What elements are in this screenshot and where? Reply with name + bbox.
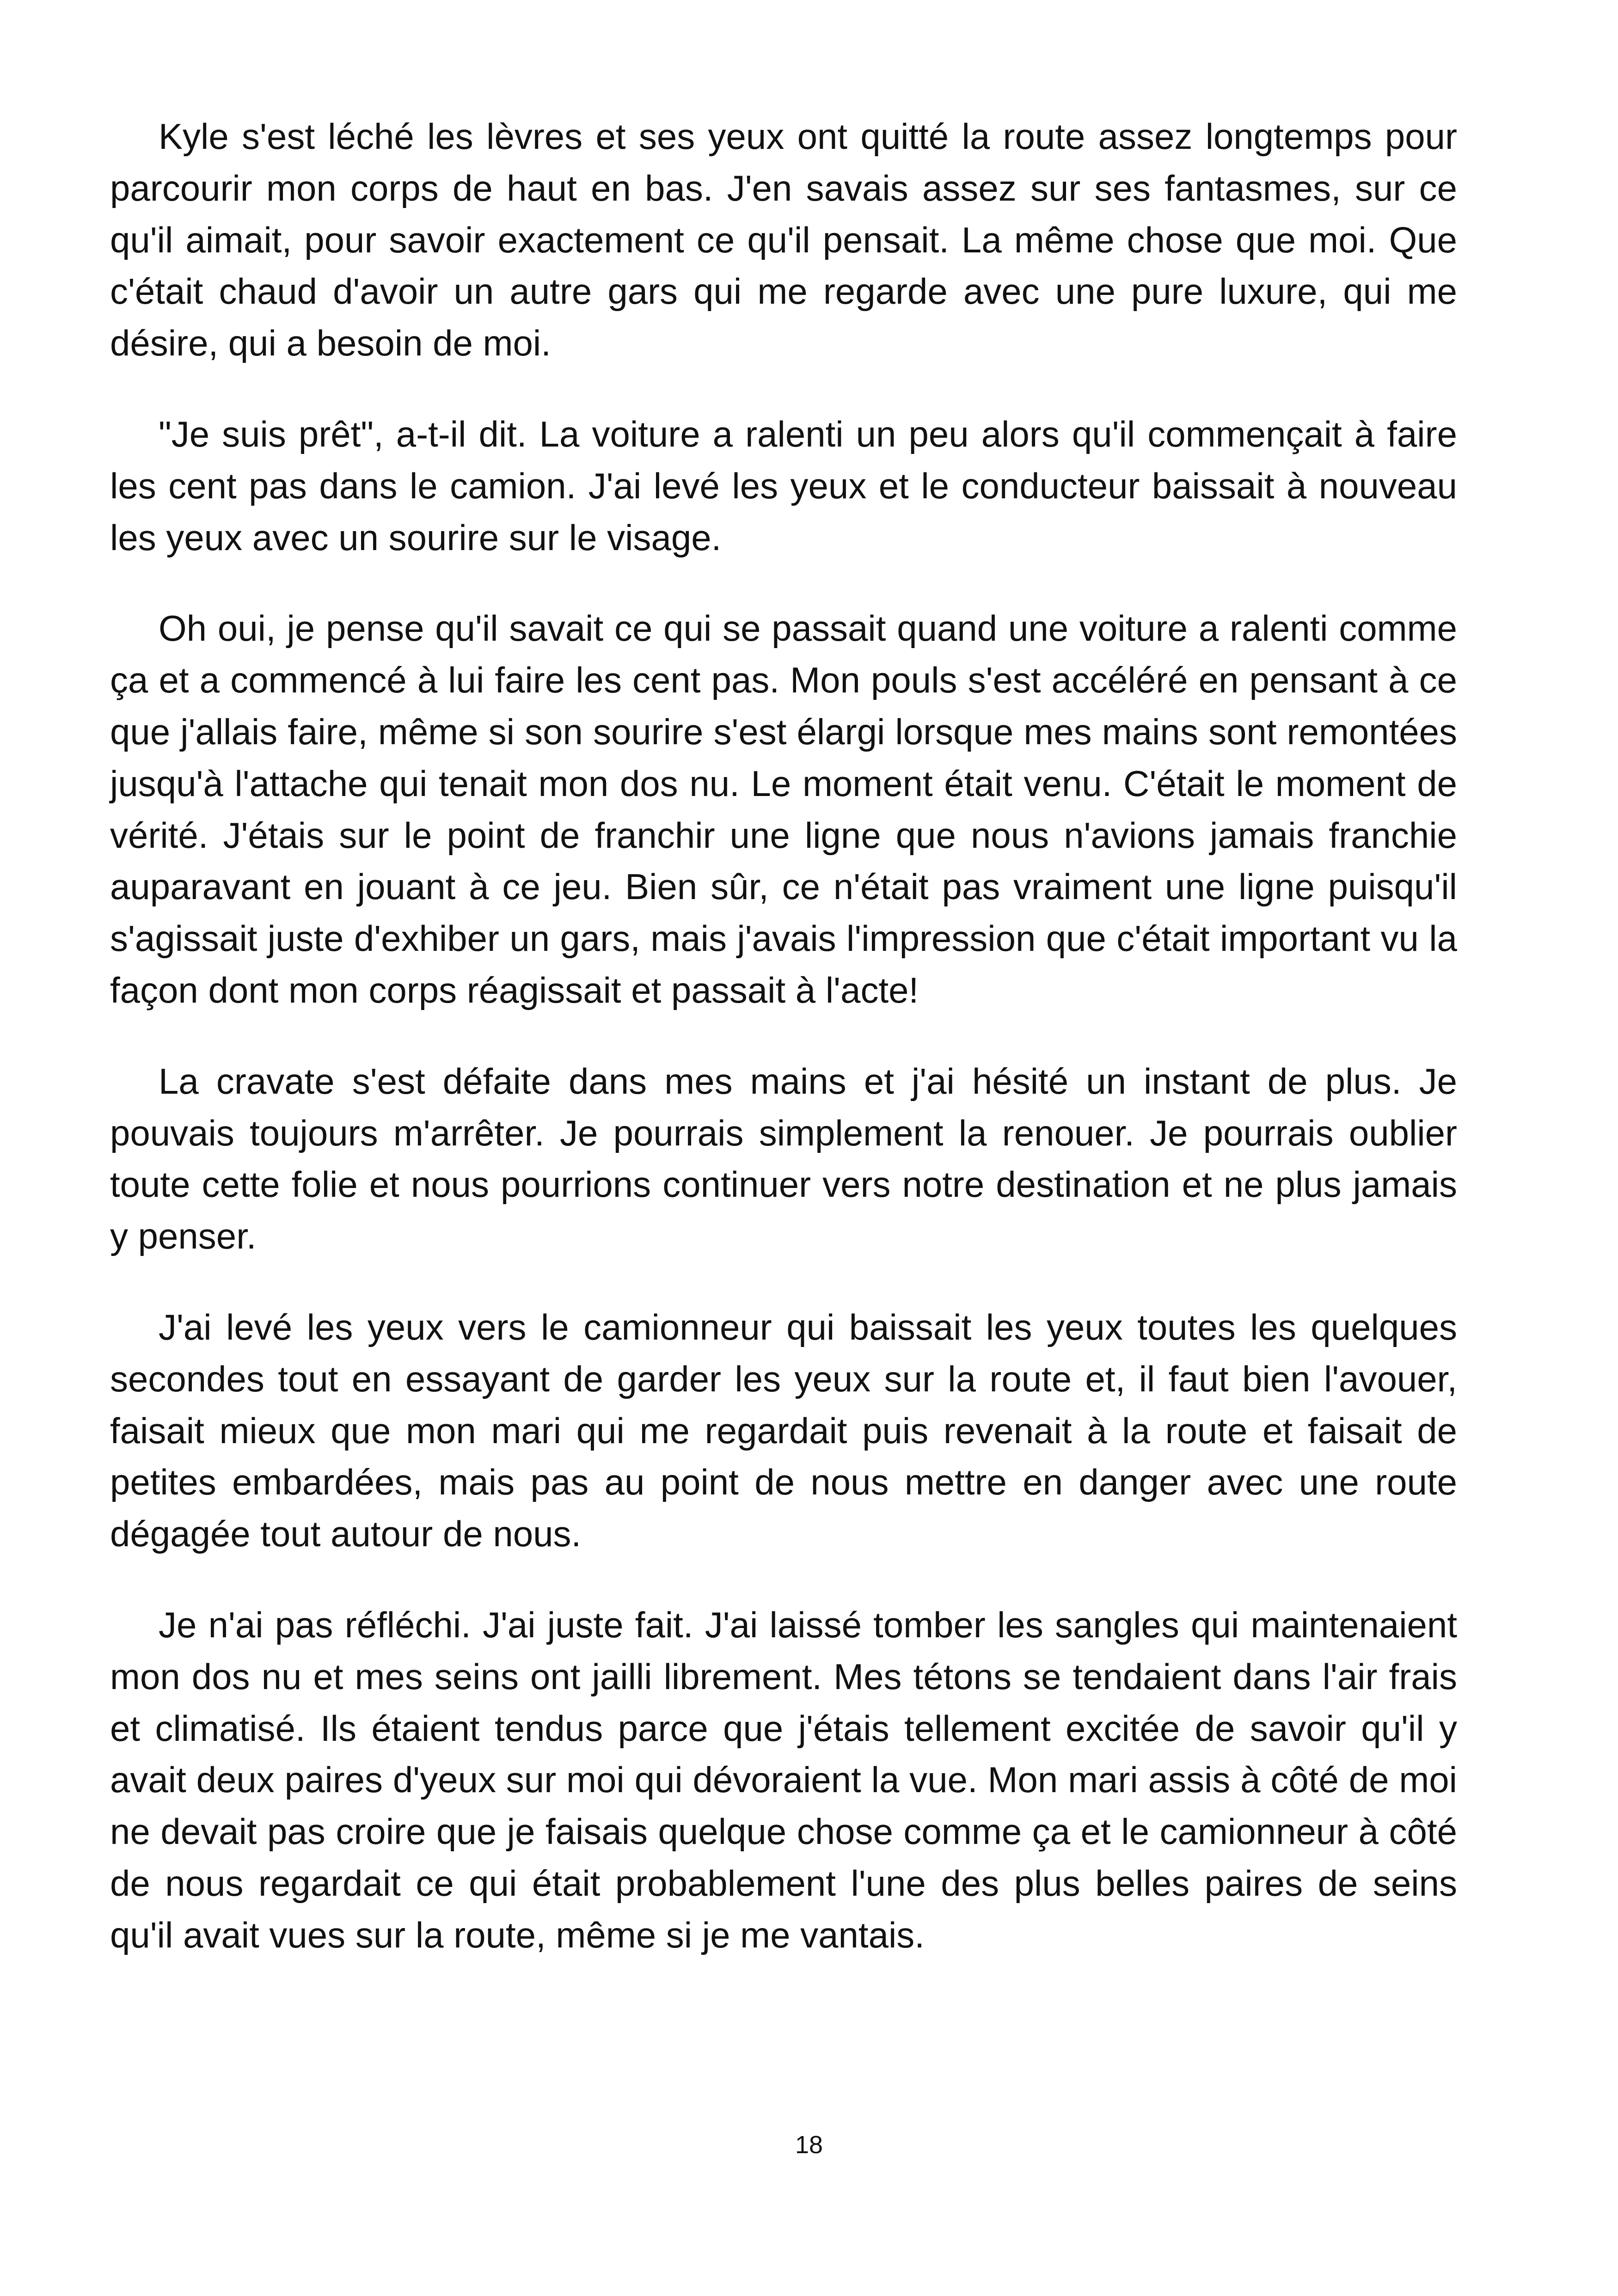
paragraph-2: "Je suis prêt", a-t-il dit. La voiture a ralenti un peu alors qu'il commençait à faire les cent pas dans le camion. J'ai levé les yeux et le conducteur baissait à nouveau les yeux avec un sourire sur le visage. [110,413,1457,558]
page-number: 18 [795,2131,823,2159]
paragraph-1: Kyle s'est léché les lèvres et ses yeux ont quitté la route assez longtemps pour parcourir mon corps de haut en bas. J'en savais assez sur ses fantasmes, sur ce qu'il aimait, pour savoir exactement ce qu'il pensait. La même chose que moi. Que c'était chaud d'avoir un autre gars qui me regarde avec une pure luxure, qui me désire, qui a besoin de moi. [110,116,1457,364]
paragraph-5: J'ai levé les yeux vers le camionneur qui baissait les yeux toutes les quelques secondes tout en essayant de garder les yeux sur la route et, il faut bien l'avouer, faisait mieux que mon mari qui me regardait puis revenait à la route et faisait de petites embardées, mais pas au point de nous mettre en danger avec une route dégagée tout autour de nous. [110,1306,1457,1555]
body-text [110,111,1457,2001]
paragraph-3: Oh oui, je pense qu'il savait ce qui se passait quand une voiture a ralenti comme ça et a commencé à lui faire les cent pas. Mon pouls s'est accéléré en pensant à ce que j'allais faire, même si son sourire s'est élargi lorsque mes mains sont remontées jusqu'à l'attache qui tenait mon dos nu. Le moment était venu. C'était le moment de vérité. J'étais sur le point de franchir une ligne que nous n'avions jamais franchie auparavant en jouant à ce jeu. Bien sûr, ce n'était pas vraiment une ligne puisqu'il s'agissait juste d'exhiber un gars, mais j'avais l'impression que c'était important vu la façon dont mon corps réagissait et passait à l'acte! [110,608,1457,1010]
paragraph-4: La cravate s'est défaite dans mes mains et j'ai hésité un instant de plus. Je pouvais toujours m'arrêter. Je pourrais simplement la renouer. Je pourrais oublier toute cette folie et nous pourrions continuer vers notre destination et ne plus jamais y penser. [110,1060,1457,1257]
paragraph-6: Je n'ai pas réfléchi. J'ai juste fait. J'ai laissé tomber les sangles qui maintenaient mon dos nu et mes seins ont jailli librement. Mes tétons se tendaient dans l'air frais et climatisé. Ils étaient tendus parce que j'étais tellement excitée de savoir qu'il y avait deux paires d'yeux sur moi qui dévoraient la vue. Mon mari assis à côté de moi ne devait pas croire que je faisais quelque chose comme ça et le camionneur à côté de nous regardait ce qui était probablement l'une des plus belles paires de seins qu'il avait vues sur la route, même si je me vantais. [110,1604,1457,1955]
